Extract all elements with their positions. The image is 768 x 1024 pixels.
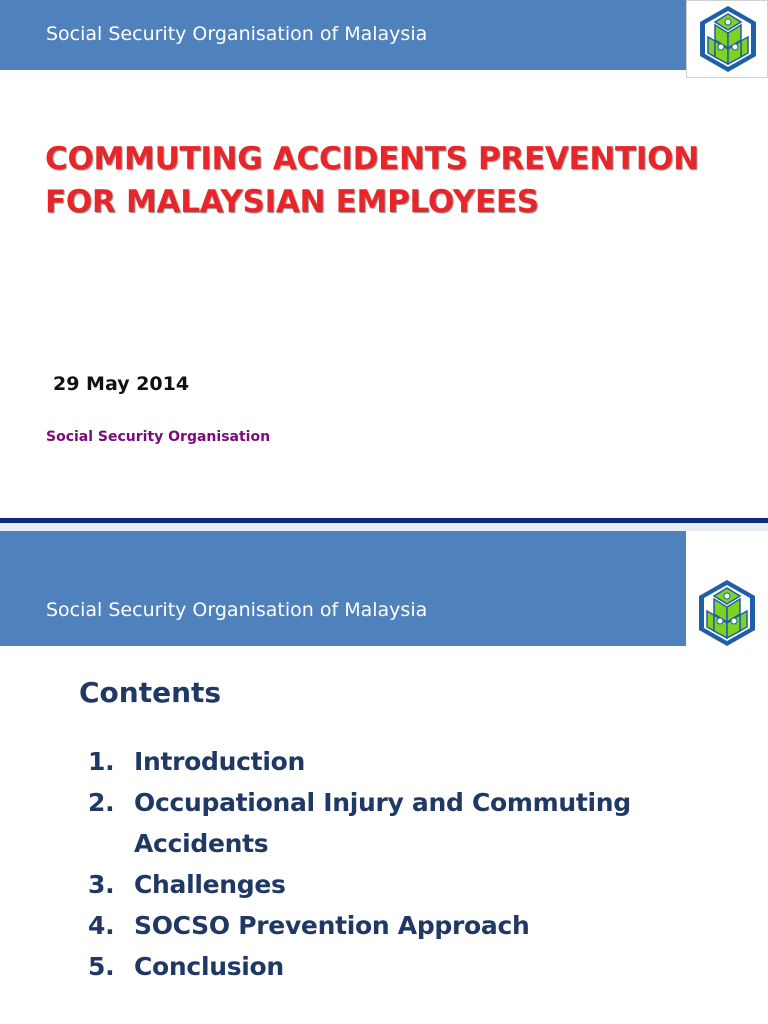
presentation-date: 29 May 2014 <box>53 373 190 395</box>
contents-title: Contents <box>79 676 222 709</box>
slide-2 <box>0 531 768 1024</box>
list-item-number: 5. <box>88 952 115 981</box>
list-item <box>88 864 748 905</box>
header-bar <box>0 0 686 70</box>
header-bar <box>0 531 686 646</box>
list-item <box>88 782 748 864</box>
list-item <box>88 741 748 782</box>
org-subtitle: Social Security Organisation <box>46 429 271 445</box>
socso-logo <box>686 575 768 653</box>
list-item-number: 2. <box>88 788 115 817</box>
socso-logo <box>686 0 768 78</box>
org-header-text: Social Security Organisation of Malaysia <box>46 23 428 45</box>
title-line-1: COMMUTING ACCIDENTS PREVENTION <box>45 141 699 177</box>
list-item <box>88 905 748 946</box>
list-item-label: Introduction <box>134 747 305 776</box>
list-item-number: 3. <box>88 870 115 899</box>
list-item-number: 4. <box>88 911 115 940</box>
list-item-label: Challenges <box>134 870 286 899</box>
list-item-number: 1. <box>88 747 115 776</box>
slide-gap <box>0 523 768 531</box>
title-line-2: FOR MALAYSIAN EMPLOYEES <box>45 184 539 220</box>
main-title <box>45 138 745 224</box>
list-item-label: SOCSO Prevention Approach <box>134 911 530 940</box>
socso-logo-icon <box>690 577 764 651</box>
list-item-label: Conclusion <box>134 952 284 981</box>
socso-logo-icon <box>691 3 765 77</box>
list-item-label: Occupational Injury and Commuting Accidents <box>134 788 631 858</box>
list-item <box>88 946 748 987</box>
org-header-text: Social Security Organisation of Malaysia <box>46 599 428 621</box>
contents-list <box>88 741 748 987</box>
